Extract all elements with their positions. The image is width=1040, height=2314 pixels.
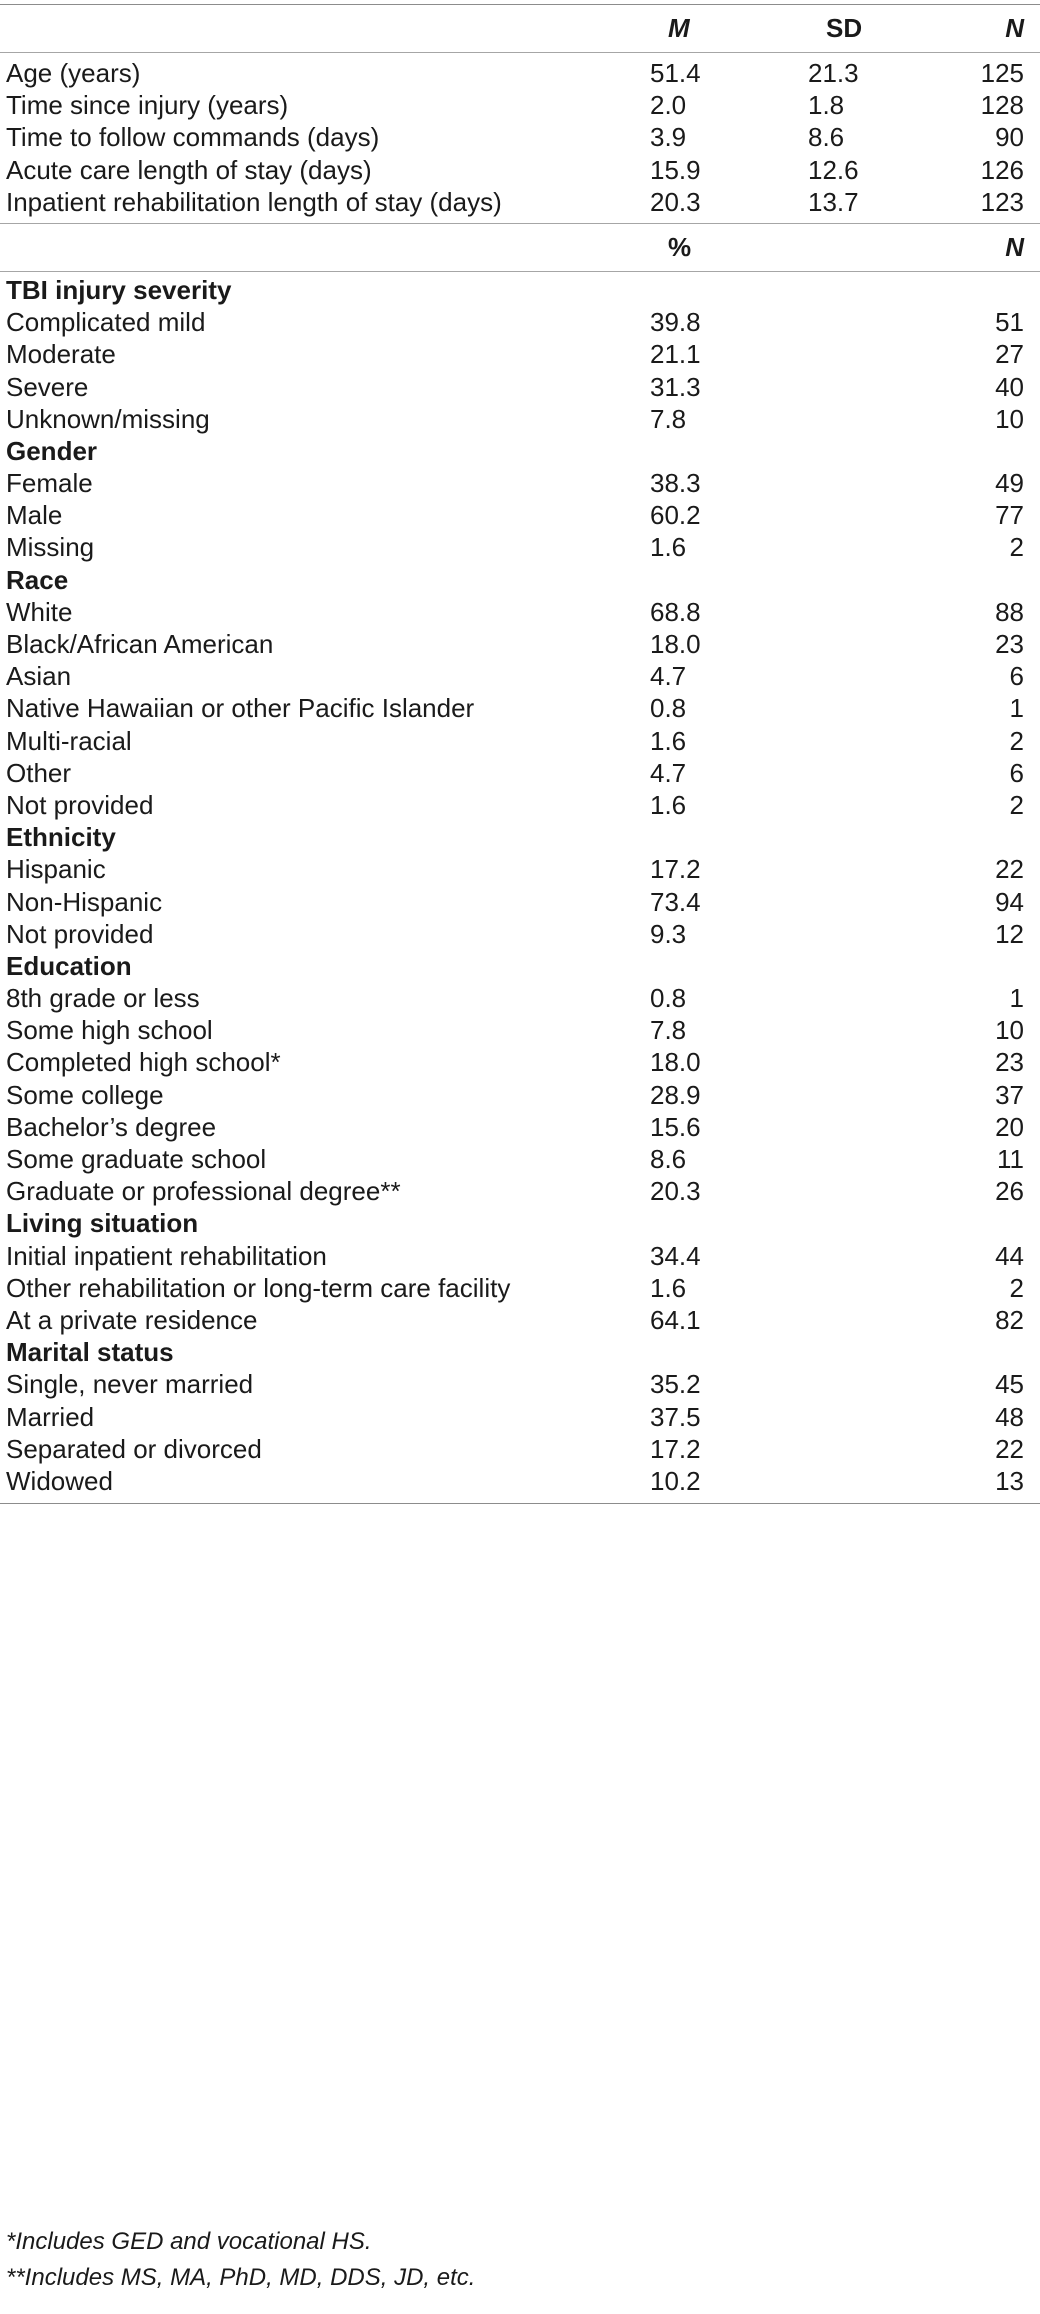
table-row: [0, 89, 1040, 121]
row-n: 11: [997, 1144, 1024, 1174]
row-pct-value: 4.7: [650, 661, 687, 692]
row-label: Some college: [6, 1079, 164, 1110]
row-label: Some high school: [6, 1015, 213, 1046]
category-title: Education: [6, 950, 132, 981]
row-label: Non-Hispanic: [6, 886, 163, 917]
table-row: [0, 1368, 1040, 1400]
table-row: [0, 1401, 1040, 1433]
table-row: [0, 660, 1040, 692]
row-label: Other rehabilitation or long-term care facility: [6, 1272, 511, 1303]
table-row: [0, 628, 1040, 660]
footnote-2: **Includes MS, MA, PhD, MD, DDS, JD, etc.: [6, 2264, 476, 2291]
row-label: Other: [6, 757, 72, 788]
table-row: [0, 1014, 1040, 1046]
row-n: 2: [1009, 532, 1024, 563]
row-n: 20: [995, 1111, 1024, 1142]
row-label: Missing: [6, 532, 95, 563]
continuous-section: [0, 53, 1040, 218]
category-heading: [0, 950, 1040, 982]
row-n: 44: [995, 1240, 1024, 1271]
table-row: [0, 1143, 1040, 1175]
row-label: Time to follow commands (days): [6, 122, 380, 153]
row-pct-value: 15.6: [650, 1111, 701, 1142]
row-n: 37: [995, 1079, 1024, 1110]
category-heading: [0, 564, 1040, 596]
table-row: [0, 1433, 1040, 1465]
table-row: [0, 1240, 1040, 1272]
header-row-continuous: M SD N: [0, 5, 1040, 52]
row-pct-value: 39.8: [650, 307, 701, 338]
table-row: [0, 789, 1040, 821]
row-label: Married: [6, 1401, 95, 1432]
row-pct-value: 7.8: [650, 1015, 687, 1046]
row-n: 2: [1009, 725, 1024, 756]
row-label: Hispanic: [6, 854, 106, 885]
row-pct-value: 64.1: [650, 1304, 701, 1335]
row-label: 8th grade or less: [6, 983, 200, 1014]
row-pct-value: 21.1: [650, 339, 701, 370]
row-n: 45: [995, 1369, 1024, 1400]
table-row: [0, 154, 1040, 186]
table-row: [0, 1304, 1040, 1336]
categorical-section: [0, 272, 1040, 1497]
footnote-1: *Includes GED and vocational HS.: [6, 2228, 372, 2255]
row-n: 40: [995, 371, 1024, 402]
row-label: Black/African American: [6, 629, 274, 659]
table-row: [0, 57, 1040, 89]
category-heading: [0, 821, 1040, 853]
category-heading: [0, 435, 1040, 467]
row-n: 82: [995, 1304, 1024, 1335]
category-heading: [0, 1207, 1040, 1239]
row-label: Not provided: [6, 918, 154, 949]
row-label: Initial inpatient rehabilitation: [6, 1240, 327, 1271]
table-row: [0, 1111, 1040, 1143]
row-pct-value: 8.6: [650, 1144, 687, 1174]
row-n: 1: [1009, 693, 1024, 724]
row-label: White: [6, 596, 73, 627]
row-label: Moderate: [6, 339, 116, 370]
table-row: [0, 692, 1040, 724]
row-label: At a private residence: [6, 1304, 258, 1335]
row-label: Widowed: [6, 1465, 113, 1496]
header-row-categorical: % N: [0, 224, 1040, 271]
table-row: [0, 982, 1040, 1014]
row-label: Some graduate school: [6, 1144, 267, 1174]
row-sd: 8.6: [808, 122, 845, 153]
row-pct-value: 37.5: [650, 1401, 701, 1432]
row-n: 123: [980, 186, 1024, 217]
bottom-rule: [0, 1503, 1040, 1504]
row-sd: 12.6: [808, 154, 859, 185]
row-pct-value: 18.0: [650, 1047, 701, 1078]
row-pct-value: 1.6: [650, 1272, 687, 1303]
table-row: [0, 467, 1040, 499]
row-label: Not provided: [6, 789, 154, 820]
row-label: Bachelor’s degree: [6, 1111, 217, 1142]
row-pct-value: 35.2: [650, 1369, 701, 1400]
row-n: 88: [995, 596, 1024, 627]
row-n: 2: [1009, 789, 1024, 820]
row-pct-value: 4.7: [650, 757, 687, 788]
row-label: Time since injury (years): [6, 90, 289, 121]
header-sd: SD: [826, 13, 863, 43]
header-n2: N: [1005, 231, 1024, 262]
row-pct-value: 60.2: [650, 500, 701, 531]
row-label: Completed high school*: [6, 1047, 281, 1078]
row-n: 27: [995, 339, 1024, 370]
table-row: [0, 757, 1040, 789]
row-label: Acute care length of stay (days): [6, 154, 372, 185]
row-pct-value: 1.6: [650, 725, 687, 756]
table-row: [0, 918, 1040, 950]
table-row: [0, 853, 1040, 885]
row-pct-value: 9.3: [650, 918, 687, 949]
row-n: 90: [995, 122, 1024, 153]
row-n: 10: [995, 1015, 1024, 1046]
row-n: 26: [995, 1176, 1024, 1207]
table-row: [0, 531, 1040, 563]
table-row: [0, 338, 1040, 370]
row-pct-value: 18.0: [650, 629, 701, 659]
row-n: 22: [995, 1433, 1024, 1464]
row-pct-value: 28.9: [650, 1079, 701, 1110]
row-pct-value: 1.6: [650, 789, 687, 820]
table-row: [0, 1046, 1040, 1078]
row-n: 125: [980, 58, 1024, 88]
row-n: 51: [995, 307, 1024, 338]
row-pct-value: 1.6: [650, 532, 687, 563]
row-label: Unknown/missing: [6, 403, 210, 434]
table-row: [0, 1465, 1040, 1497]
category-heading: [0, 1336, 1040, 1368]
row-n: 77: [995, 500, 1024, 531]
row-n: 12: [995, 918, 1024, 949]
row-label: Asian: [6, 661, 72, 692]
row-label: Inpatient rehabilitation length of stay (days): [6, 186, 502, 217]
row-n: 94: [995, 886, 1024, 917]
row-n: 128: [980, 90, 1024, 121]
row-pct-value: 20.3: [650, 1176, 701, 1207]
row-n: 23: [995, 1047, 1024, 1078]
row-mean-value: 3.9: [650, 122, 687, 153]
category-title: TBI injury severity: [6, 274, 232, 305]
table-row: [0, 1079, 1040, 1111]
table-row: [0, 499, 1040, 531]
row-pct-value: 0.8: [650, 983, 687, 1014]
row-label: Graduate or professional degree**: [6, 1176, 401, 1207]
row-label: Male: [6, 500, 63, 531]
table-row: [0, 886, 1040, 918]
row-mean-value: 2.0: [650, 90, 687, 121]
row-sd: 21.3: [808, 58, 859, 88]
row-n: 48: [995, 1401, 1024, 1432]
row-n: 22: [995, 854, 1024, 885]
table-row: [0, 403, 1040, 435]
row-label: Age (years): [6, 58, 141, 88]
category-title: Living situation: [6, 1208, 199, 1239]
row-pct-value: 31.3: [650, 371, 701, 402]
category-title: Gender: [6, 435, 98, 466]
row-n: 49: [995, 468, 1024, 499]
category-title: Race: [6, 564, 69, 595]
row-label: Complicated mild: [6, 307, 206, 338]
row-n: 6: [1009, 661, 1024, 692]
table-row: [0, 1272, 1040, 1304]
category-title: Marital status: [6, 1337, 174, 1368]
row-pct-value: 73.4: [650, 886, 701, 917]
row-pct-value: 17.2: [650, 1433, 701, 1464]
row-label: Multi-racial: [6, 725, 132, 756]
row-pct-value: 34.4: [650, 1240, 701, 1271]
row-sd: 13.7: [808, 186, 859, 217]
row-n: 6: [1009, 757, 1024, 788]
row-pct-value: 0.8: [650, 693, 687, 724]
table-row: [0, 306, 1040, 338]
row-pct-value: 68.8: [650, 596, 701, 627]
row-label: Female: [6, 468, 93, 499]
table-row: [0, 725, 1040, 757]
table-row: [0, 1175, 1040, 1207]
row-n: 126: [980, 154, 1024, 185]
header-n: N: [1005, 13, 1024, 43]
row-n: 2: [1009, 1272, 1024, 1303]
row-sd: 1.8: [808, 90, 845, 121]
row-pct-value: 10.2: [650, 1465, 701, 1496]
row-n: 10: [995, 403, 1024, 434]
table-row: [0, 371, 1040, 403]
table-row: [0, 596, 1040, 628]
row-mean-value: 20.3: [650, 186, 701, 217]
row-label: Severe: [6, 371, 89, 402]
row-label: Separated or divorced: [6, 1433, 262, 1464]
row-label: Native Hawaiian or other Pacific Islander: [6, 693, 475, 724]
row-pct-value: 7.8: [650, 403, 687, 434]
row-mean-value: 51.4: [650, 58, 701, 88]
row-mean-value: 15.9: [650, 154, 701, 185]
category-heading: [0, 274, 1040, 306]
footnotes: [0, 2224, 1040, 2296]
table-row: [0, 121, 1040, 153]
category-title: Ethnicity: [6, 822, 116, 853]
table-row: [0, 186, 1040, 218]
row-n: 1: [1009, 983, 1024, 1014]
row-label: Single, never married: [6, 1369, 254, 1400]
row-pct-value: 38.3: [650, 468, 701, 499]
row-n: 23: [995, 629, 1024, 659]
row-n: 13: [995, 1465, 1024, 1496]
row-pct-value: 17.2: [650, 854, 701, 885]
